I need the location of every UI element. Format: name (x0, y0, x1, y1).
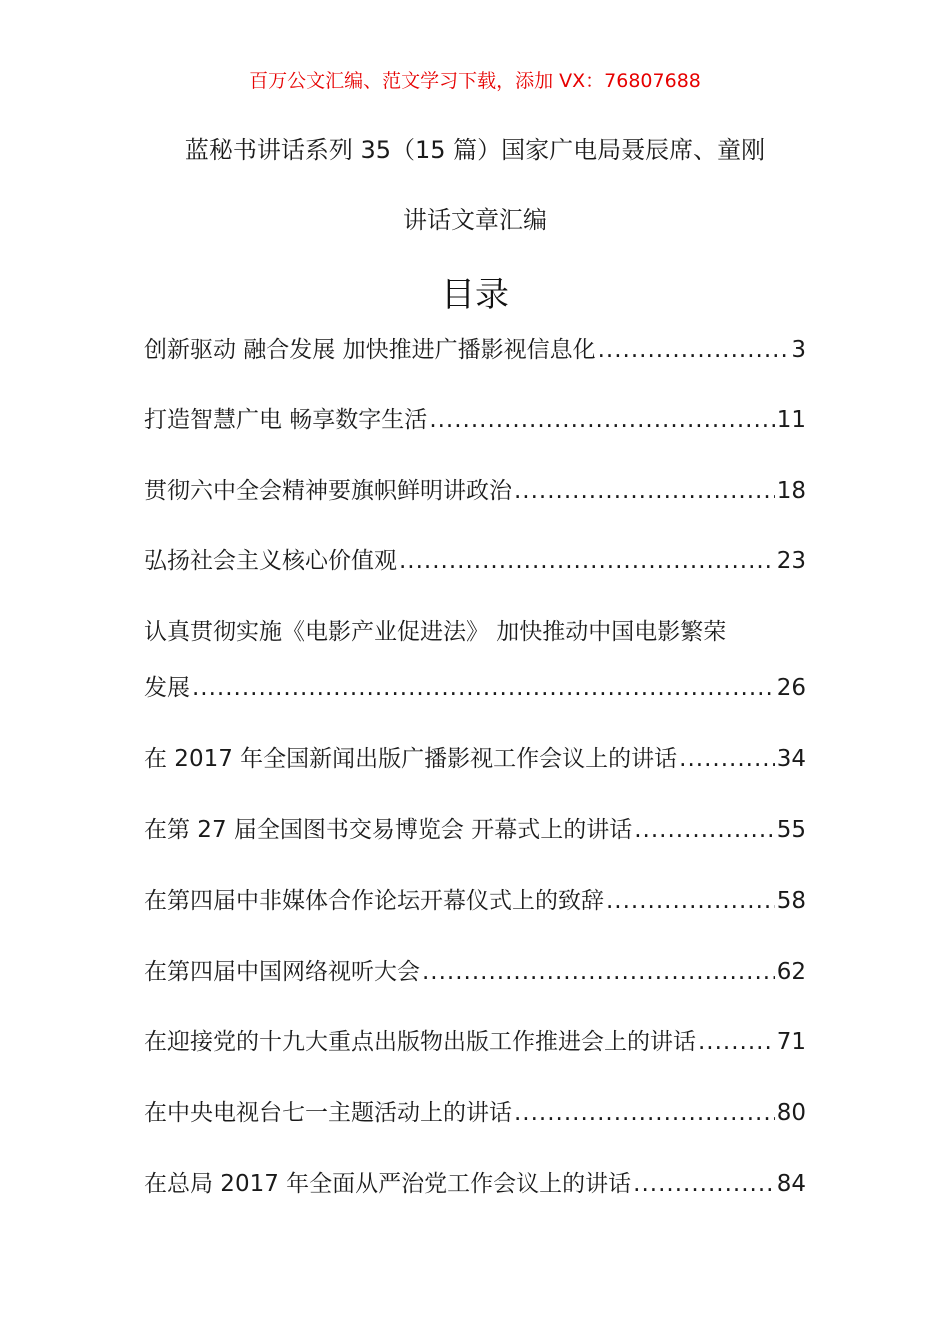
toc-entry-title-line-1: 认真贯彻实施《电影产业促进法》 加快推动中国电影繁荣 (144, 619, 727, 645)
toc-entry[interactable] (144, 543, 806, 579)
toc-entry[interactable] (144, 402, 806, 438)
toc-entry-title: 创新驱动 融合发展 加快推进广播影视信息化 (144, 337, 596, 363)
toc-entry-page: 84 (776, 1171, 806, 1197)
toc-entry-title: 弘扬社会主义核心价值观 (144, 548, 397, 574)
toc-entry-page: 23 (776, 548, 806, 574)
toc-entry-page: 58 (776, 888, 806, 914)
toc-leader-dots (606, 883, 775, 919)
document-title-line-1: 蓝秘书讲话系列 35（15 篇）国家广电局聂辰席、童刚 (184, 136, 766, 164)
toc-leader-dots (633, 1166, 775, 1202)
toc-leader-dots (399, 543, 775, 579)
toc-entry[interactable] (144, 1095, 806, 1131)
toc-entry-page: 34 (776, 746, 806, 772)
toc-heading: 目录 (441, 275, 509, 315)
toc-entry[interactable] (144, 473, 806, 509)
toc-entry-page: 55 (776, 817, 806, 843)
toc-entry-title: 在 2017 年全国新闻出版广播影视工作会议上的讲话 (144, 746, 678, 772)
toc-entry[interactable] (144, 812, 806, 848)
toc-entry-title: 贯彻六中全会精神要旗帜鲜明讲政治 (144, 478, 512, 504)
toc-entry-page: 3 (791, 337, 806, 363)
toc-leader-dots (429, 402, 774, 438)
toc-entry-title: 在第四届中国网络视听大会 (144, 959, 420, 985)
toc-entry-page: 80 (776, 1100, 806, 1126)
toc-entry-title: 打造智慧广电 畅享数字生活 (144, 407, 428, 433)
toc-entry-page: 18 (776, 478, 806, 504)
toc-entry[interactable] (144, 954, 806, 990)
document-title-line-2: 讲话文章汇编 (403, 206, 547, 234)
toc-entry-title: 在中央电视台七一主题活动上的讲话 (144, 1100, 512, 1126)
toc-leader-dots (192, 670, 775, 706)
toc-entry[interactable] (144, 1166, 806, 1202)
toc-leader-dots (514, 1095, 775, 1131)
promo-banner: 百万公文汇编、范文学习下载，添加 VX：76807688 (249, 70, 701, 92)
toc-entry-page: 11 (776, 407, 806, 433)
toc-entry[interactable] (144, 741, 806, 777)
toc-leader-dots (679, 741, 775, 777)
toc-entry-title-line-2: 发展 (144, 675, 190, 701)
toc-entry-title: 在第 27 届全国图书交易博览会 开幕式上的讲话 (144, 817, 633, 843)
toc-entry-page: 62 (776, 959, 806, 985)
toc-entry-title: 在第四届中非媒体合作论坛开幕仪式上的致辞 (144, 888, 604, 914)
toc-entry-multiline[interactable] (144, 614, 806, 706)
toc-entry-title: 在迎接党的十九大重点出版物出版工作推进会上的讲话 (144, 1029, 696, 1055)
toc-leader-dots (598, 332, 790, 368)
toc-entry-page: 26 (776, 675, 806, 701)
toc-entry-page: 71 (776, 1029, 806, 1055)
toc-entry[interactable] (144, 883, 806, 919)
toc-leader-dots (698, 1024, 775, 1060)
toc-leader-dots (514, 473, 775, 509)
toc-entry-title: 在总局 2017 年全面从严治党工作会议上的讲话 (144, 1171, 632, 1197)
toc-leader-dots (634, 812, 775, 848)
toc-leader-dots (422, 954, 775, 990)
toc-entry[interactable] (144, 1024, 806, 1060)
toc-entry[interactable] (144, 332, 806, 368)
